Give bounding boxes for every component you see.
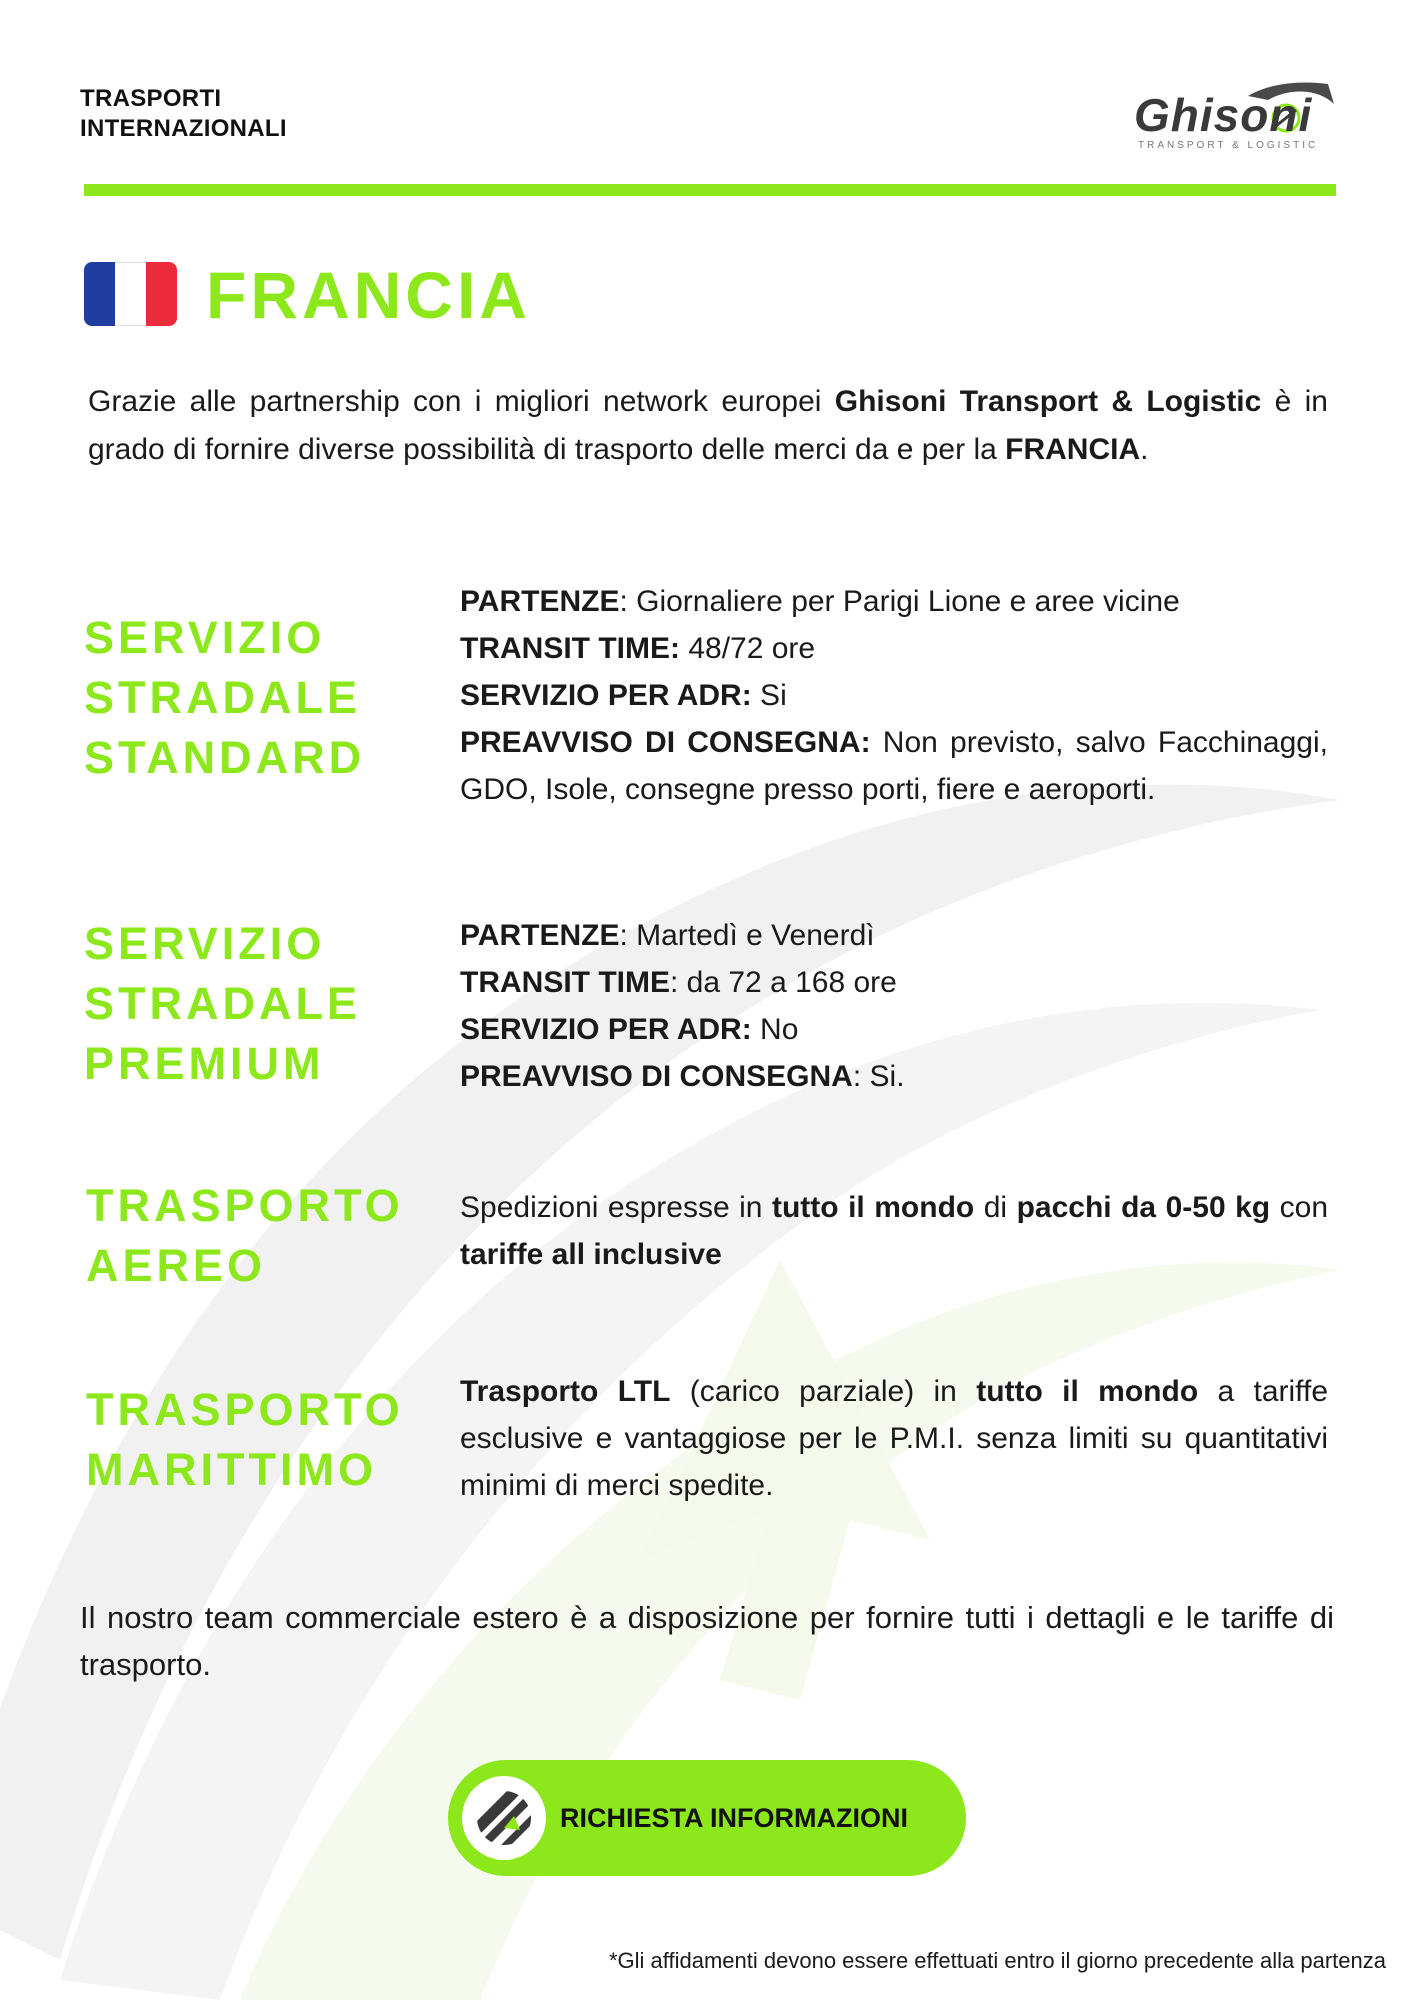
intro-paragraph: Grazie alle partnership con i migliori network europei Ghisoni Transport & Logistic è in grado di fornire diverse possibilità di trasporto delle merci da e per la FRANCIA. bbox=[88, 385, 1328, 466]
footnote: *Gli affidamenti devono essere effettuati entro il giorno precedente alla partenza bbox=[608, 1948, 1386, 1973]
logo-tagline: TRANSPORT & LOGISTIC bbox=[1138, 140, 1319, 151]
premium-transit: TRANSIT TIME: da 72 a 168 ore bbox=[460, 966, 897, 999]
ghisoni-logo bbox=[1128, 78, 1340, 168]
country-title: FRANCIA bbox=[206, 258, 531, 332]
premium-adr: SERVIZIO PER ADR: No bbox=[460, 1013, 799, 1046]
cta-label: RICHIESTA INFORMAZIONI bbox=[560, 1802, 908, 1833]
section-label-line1: TRASPORTI bbox=[80, 85, 222, 112]
premium-partenze: PARTENZE: Martedì e Venerdì bbox=[460, 919, 875, 952]
section-label-line2: INTERNAZIONALI bbox=[80, 115, 287, 142]
standard-preavviso: PREAVVISO DI CONSEGNA: Non previsto, salvo Facchinaggi, GDO, Isole, consegne presso porti, fiere e aeroporti. bbox=[460, 726, 1328, 806]
standard-partenze: PARTENZE: Giornaliere per Parigi Lione e aree vicine bbox=[460, 585, 1180, 618]
ghisoni-stripes-icon bbox=[462, 1776, 546, 1860]
premium-preavviso: PREAVVISO DI CONSEGNA: Si. bbox=[460, 1060, 905, 1093]
service-details-marittimo: Trasporto LTL (carico parziale) in tutto il mondo a tariffe esclusive e vantaggiose per le P.M.I. senza limiti su quantitativi minimi di merci spedite. bbox=[460, 1375, 1328, 1502]
standard-adr: SERVIZIO PER ADR: Si bbox=[460, 679, 787, 712]
standard-transit: TRANSIT TIME: 48/72 ore bbox=[460, 632, 816, 665]
closing-paragraph: Il nostro team commerciale estero è a disposizione per fornire tutti i dettagli e le tariffe di trasporto. bbox=[80, 1600, 1334, 1682]
service-details-standard bbox=[460, 578, 1328, 813]
service-title-marittimo: TRASPORTO MARITTIMO bbox=[86, 1384, 404, 1495]
richiesta-informazioni-button[interactable] bbox=[448, 1760, 966, 1876]
service-title-standard: SERVIZIO STRADALE STANDARD bbox=[84, 612, 366, 783]
france-flag-icon bbox=[84, 262, 177, 326]
logo-wordmark: Ghisoni bbox=[1134, 89, 1313, 141]
service-details-aereo: Spedizioni espresse in tutto il mondo di pacchi da 0-50 kg con tariffe all inclusive bbox=[460, 1191, 1328, 1271]
section-label bbox=[80, 84, 380, 144]
service-details-premium bbox=[460, 912, 1328, 1100]
header-divider bbox=[84, 184, 1336, 196]
service-title-premium: SERVIZIO STRADALE PREMIUM bbox=[84, 918, 361, 1089]
service-title-aereo: TRASPORTO AEREO bbox=[86, 1180, 404, 1291]
